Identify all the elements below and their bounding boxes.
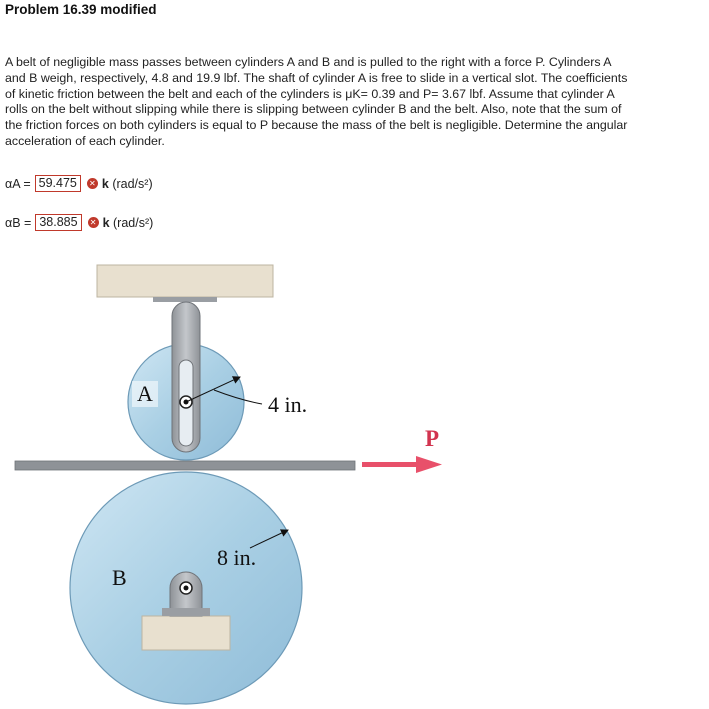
label-a: A — [137, 381, 153, 406]
alpha-a-label: αA = — [5, 176, 31, 191]
top-support-plate — [153, 297, 217, 302]
problem-line: and B weigh, respectively, 4.8 and 19.9 lbf. The shaft of cylinder A is free to slide in a vertical slot. The coefficients — [5, 70, 628, 85]
top-support — [97, 265, 273, 297]
force-label: P — [425, 426, 440, 451]
label-b: B — [112, 565, 127, 590]
belt — [15, 461, 355, 470]
force-arrow-shaft — [362, 462, 420, 467]
problem-title: Problem 16.39 modified — [5, 2, 157, 17]
problem-line: of kinetic friction between the belt and each of the cylinders is μK= 0.39 and P= 3.67 lbf. Assume that cylinder A — [5, 86, 615, 101]
bearing-b-base — [162, 608, 210, 616]
unit-text: (rad/s²) — [112, 176, 153, 191]
bottom-support — [142, 616, 230, 650]
unit-vector-k: k — [102, 215, 110, 230]
alpha-b-input[interactable]: 38.885 — [35, 214, 81, 231]
alpha-a-input[interactable]: 59.475 — [35, 175, 81, 192]
incorrect-icon: ✕ — [87, 178, 98, 189]
radius-b-label: 8 in. — [217, 545, 257, 570]
incorrect-icon: ✕ — [88, 217, 99, 228]
problem-line: A belt of negligible mass passes between cylinders A and B and is pulled to the right with a force P. Cylinders A — [5, 55, 612, 69]
force-arrow-head — [416, 456, 442, 473]
unit-text: (rad/s²) — [113, 215, 154, 230]
alpha-b-label: αB = — [5, 215, 32, 230]
problem-line: rolls on the belt without slipping while there is slipping between cylinder B and the belt. Also, note that the sum of — [5, 102, 622, 117]
axle-b-center — [184, 586, 189, 591]
radius-a-label: 4 in. — [268, 392, 308, 417]
problem-line: acceleration of each cylinder. — [5, 133, 165, 148]
unit-vector-k: k — [101, 176, 109, 191]
problem-line: the friction forces on both cylinders is equal to P because the mass of the belt is negligible. Determine the angular — [5, 118, 628, 133]
